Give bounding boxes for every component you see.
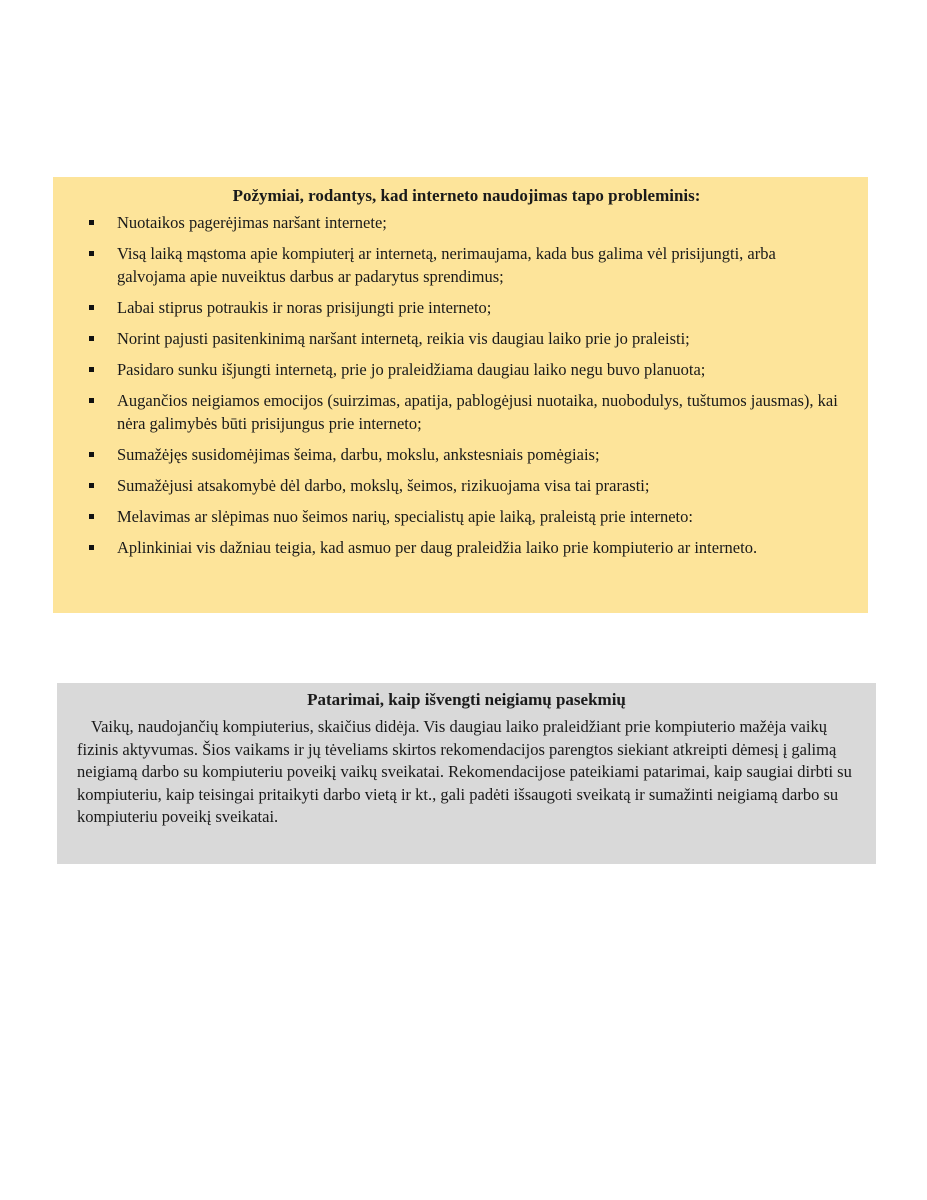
list-item <box>89 536 844 559</box>
list-item <box>89 242 844 288</box>
list-item-text: Melavimas ar slėpimas nuo šeimos narių, specialistų apie laiką, praleistą prie interneto: <box>117 507 693 526</box>
square-bullet-icon <box>89 251 94 256</box>
list-item-text: Sumažėjęs susidomėjimas šeima, darbu, mokslu, ankstesniais pomėgiais; <box>117 445 600 464</box>
list-item-text: Aplinkiniai vis dažniau teigia, kad asmuo per daug praleidžia laiko prie kompiuterio ar interneto. <box>117 538 758 557</box>
list-item <box>89 296 844 319</box>
list-item-text: Nuotaikos pagerėjimas naršant internete; <box>117 213 387 232</box>
list-item-text: Pasidaro sunku išjungti internetą, prie jo praleidžiama daugiau laiko negu buvo planuota; <box>117 360 706 379</box>
list-item <box>89 327 844 350</box>
signs-box-title: Požymiai, rodantys, kad interneto naudojimas tapo probleminis: <box>232 186 701 205</box>
list-item <box>89 505 844 528</box>
list-item-text: Norint pajusti pasitenkinimą naršant internetą, reikia vis daugiau laiko prie jo praleisti; <box>117 329 690 348</box>
square-bullet-icon <box>89 452 94 457</box>
advice-paragraph: Vaikų, naudojančių kompiuterius, skaičius didėja. Vis daugiau laiko praleidžiant prie kompiuterio mažėja vaikų fizinis aktyvumas. Šios vaikams ir jų tėveliams skirtos rekomendacijos parengtos siekiant atkreipti dėmesį į galimą neigiamą darbo su kompiuteriu poveikį vaikų sveikatai. Rekomendacijose pateikiami patarimai, kaip saugiai dirbti su kompiuteriu, kaip teisingai pritaikyti darbo vietą ir kt., gali padėti išsaugoti sveikatą ir sumažinti neigiamą darbo su kompiuteriu poveikį sveikatai. <box>77 717 852 826</box>
list-item-text: Visą laiką mąstoma apie kompiuterį ar internetą, nerimaujama, kada bus galima vėl prisijungti, arba galvojama apie nuveiktus darbus ar padarytus sprendimus; <box>117 244 776 286</box>
list-item-text: Sumažėjusi atsakomybė dėl darbo, mokslų, šeimos, rizikuojama visa tai prarasti; <box>117 476 650 495</box>
list-item <box>89 474 844 497</box>
square-bullet-icon <box>89 398 94 403</box>
problematic-internet-signs-box <box>53 177 868 613</box>
square-bullet-icon <box>89 336 94 341</box>
advice-box-title: Patarimai, kaip išvengti neigiamų pasekmių <box>307 690 626 709</box>
square-bullet-icon <box>89 305 94 310</box>
list-item-text: Labai stiprus potraukis ir noras prisijungti prie interneto; <box>117 298 492 317</box>
list-item-text: Augančios neigiamos emocijos (suirzimas, apatija, pablogėjusi nuotaika, nuobodulys, tuštumos jausmas), kai nėra galimybės būti prisijungus prie interneto; <box>117 391 838 433</box>
square-bullet-icon <box>89 545 94 550</box>
square-bullet-icon <box>89 514 94 519</box>
list-item <box>89 211 844 234</box>
square-bullet-icon <box>89 367 94 372</box>
square-bullet-icon <box>89 220 94 225</box>
signs-list <box>89 211 844 559</box>
square-bullet-icon <box>89 483 94 488</box>
list-item <box>89 443 844 466</box>
advice-box <box>57 683 876 864</box>
list-item <box>89 358 844 381</box>
list-item <box>89 389 844 435</box>
